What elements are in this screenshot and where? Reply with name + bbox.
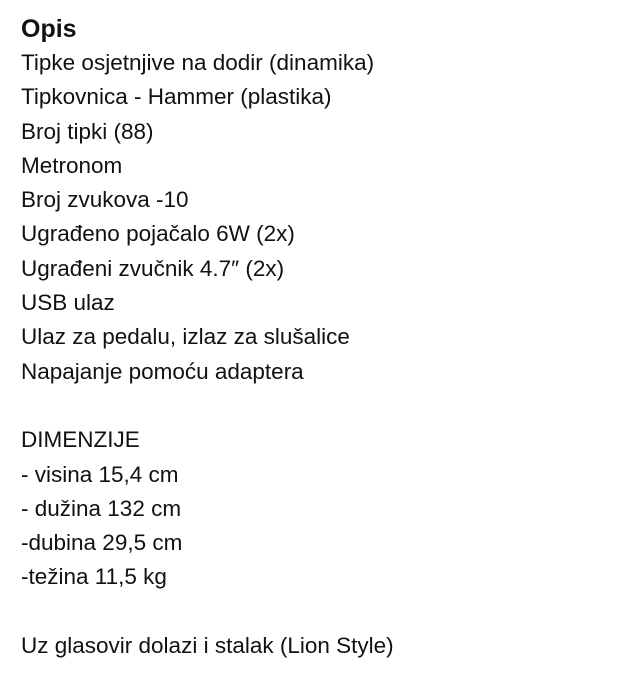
section-title: Opis bbox=[21, 15, 77, 43]
feature-item: Ugrađeni zvučnik 4.7″ (2x) bbox=[21, 255, 285, 281]
feature-item: Metronom bbox=[21, 152, 123, 178]
dimensions-heading: DIMENZIJE bbox=[21, 427, 140, 453]
feature-list bbox=[21, 46, 633, 389]
stand-note: Uz glasovir dolazi i stalak (Lion Style) bbox=[21, 633, 394, 659]
description-section bbox=[21, 12, 633, 663]
feature-item: Tipkovnica - Hammer (plastika) bbox=[21, 84, 332, 110]
dimensions-list bbox=[21, 423, 633, 594]
feature-item: Napajanje pomoću adaptera bbox=[21, 358, 304, 384]
dimension-item: - visina 15,4 cm bbox=[21, 461, 179, 487]
feature-item: Ugrađeno pojačalo 6W (2x) bbox=[21, 221, 295, 247]
dimension-item: - dužina 132 cm bbox=[21, 495, 182, 521]
spacer bbox=[21, 389, 633, 423]
feature-item: USB ulaz bbox=[21, 290, 115, 316]
feature-item: Broj zvukova -10 bbox=[21, 187, 189, 213]
dimension-item: -dubina 29,5 cm bbox=[21, 530, 183, 556]
feature-item: Ulaz za pedalu, izlaz za slušalice bbox=[21, 324, 350, 350]
spacer bbox=[21, 595, 633, 629]
feature-item: Broj tipki (88) bbox=[21, 118, 154, 144]
feature-item: Tipke osjetnjive na dodir (dinamika) bbox=[21, 50, 375, 75]
dimension-item: -težina 11,5 kg bbox=[21, 564, 167, 590]
